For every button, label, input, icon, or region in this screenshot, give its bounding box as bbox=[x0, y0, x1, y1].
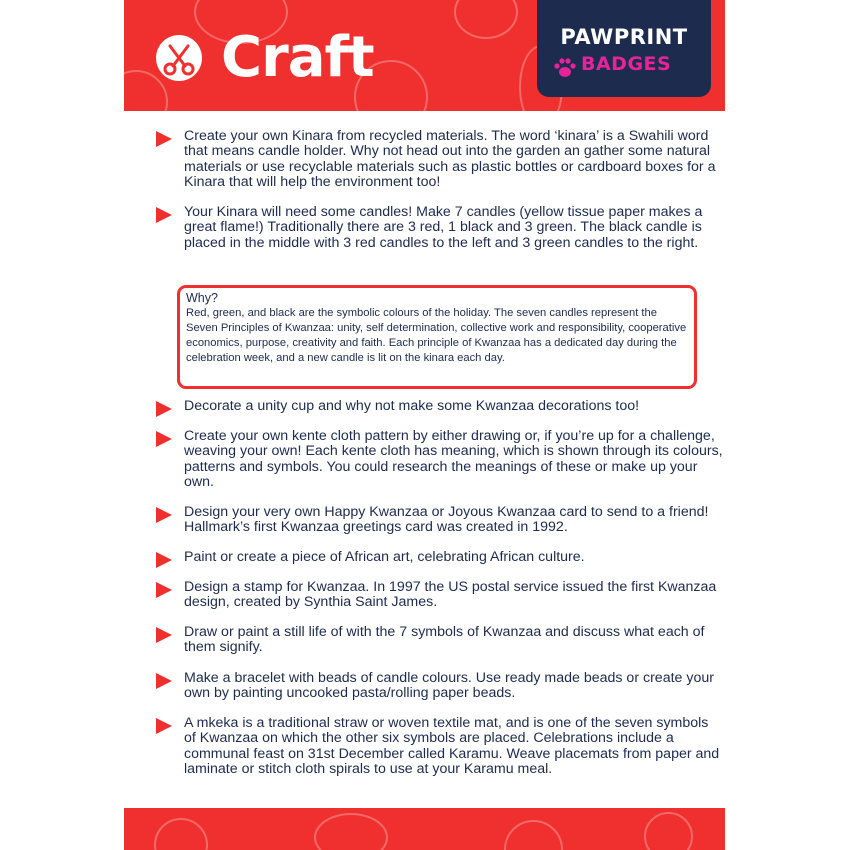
list-item-text: Your Kinara will need some candles! Make 7 candles (yellow tissue paper makes a great flame!) Traditionally there are 3 red, 1 black and 3 green. The black candle is placed in the middle with 3 red candles to the left and 3 green candles to the right. bbox=[184, 204, 703, 251]
bullet-arrow-icon bbox=[156, 507, 172, 523]
bullet-arrow-icon bbox=[156, 582, 172, 598]
list-item-text: Create your own Kinara from recycled materials. The word ‘kinara’ is a Swahili word that means candle holder. Why not head out into the garden an gather some natural materials or use recyclable materials such as plastic bottles or cardboard boxes for a Kinara that will help the environment too! bbox=[184, 128, 716, 190]
bullet-arrow-icon bbox=[156, 401, 172, 417]
scissors-icon bbox=[156, 35, 202, 81]
footer-banner bbox=[124, 808, 725, 850]
bullet-arrow-icon bbox=[156, 718, 172, 734]
decorative-doodle bbox=[454, 0, 518, 39]
bullet-arrow-icon bbox=[156, 673, 172, 689]
list-item-text: Draw or paint a still life of with the 7 symbols of Kwanzaa and discuss what each of them signify. bbox=[184, 624, 705, 656]
decorative-doodle bbox=[154, 818, 208, 850]
decorative-doodle bbox=[644, 812, 693, 850]
logo-text-top: PAWPRINT bbox=[560, 25, 688, 49]
bullet-arrow-icon bbox=[156, 131, 172, 147]
decorative-doodle bbox=[504, 820, 563, 850]
list-item-text: Design a stamp for Kwanzaa. In 1997 the US postal service issued the first Kwanzaa design, created by Synthia Saint James. bbox=[184, 579, 717, 611]
why-heading: Why? bbox=[186, 291, 218, 305]
header-banner bbox=[124, 0, 725, 111]
bullet-arrow-icon bbox=[156, 552, 172, 568]
why-callout-box bbox=[177, 285, 697, 389]
worksheet-page bbox=[124, 0, 725, 850]
bullet-arrow-icon bbox=[156, 207, 172, 223]
paw-icon bbox=[553, 57, 577, 79]
list-item-text: Design your very own Happy Kwanzaa or Joyous Kwanzaa card to send to a friend! Hallmark’s first Kwanzaa greetings card was created in 1992. bbox=[184, 504, 709, 536]
why-body: Red, green, and black are the symbolic colours of the holiday. The seven candles represent the Seven Principles of Kwanzaa: unity, self determination, collective work and responsibility, cooperative economics, purpose, creativity and faith. Each principle of Kwanzaa has a dedicated day during the celebration week, and a new candle is lit on the kinara each day. bbox=[186, 307, 687, 364]
bullet-arrow-icon bbox=[156, 431, 172, 447]
list-item-text: Decorate a unity cup and why not make some Kwanzaa decorations too! bbox=[184, 398, 640, 414]
list-item-text: Paint or create a piece of African art, celebrating African culture. bbox=[184, 549, 585, 565]
bullet-arrow-icon bbox=[156, 627, 172, 643]
logo-text-bottom: BADGES bbox=[581, 53, 672, 75]
list-item-text: Make a bracelet with beads of candle colours. Use ready made beads or create your own by painting uncooked pasta/rolling paper beads. bbox=[184, 670, 714, 702]
page-title: Craft bbox=[221, 25, 374, 90]
list-item-text: Create your own kente cloth pattern by either drawing or, if you’re up for a challenge, weaving your own! Each kente cloth has meaning, which is shown through its colours, patterns and symbols. You could research the meanings of these or make up your own. bbox=[184, 428, 723, 490]
pawprint-badges-logo bbox=[537, 0, 711, 97]
list-item-text: A mkeka is a traditional straw or woven textile mat, and is one of the seven symbols of Kwanzaa on which the other six symbols are placed. Celebrations include a communal feast on 31st December called Karamu. Weave placemats from paper and laminate or stitch cloth spirals to use at your Karamu meal. bbox=[184, 715, 720, 777]
decorative-doodle bbox=[314, 813, 388, 850]
